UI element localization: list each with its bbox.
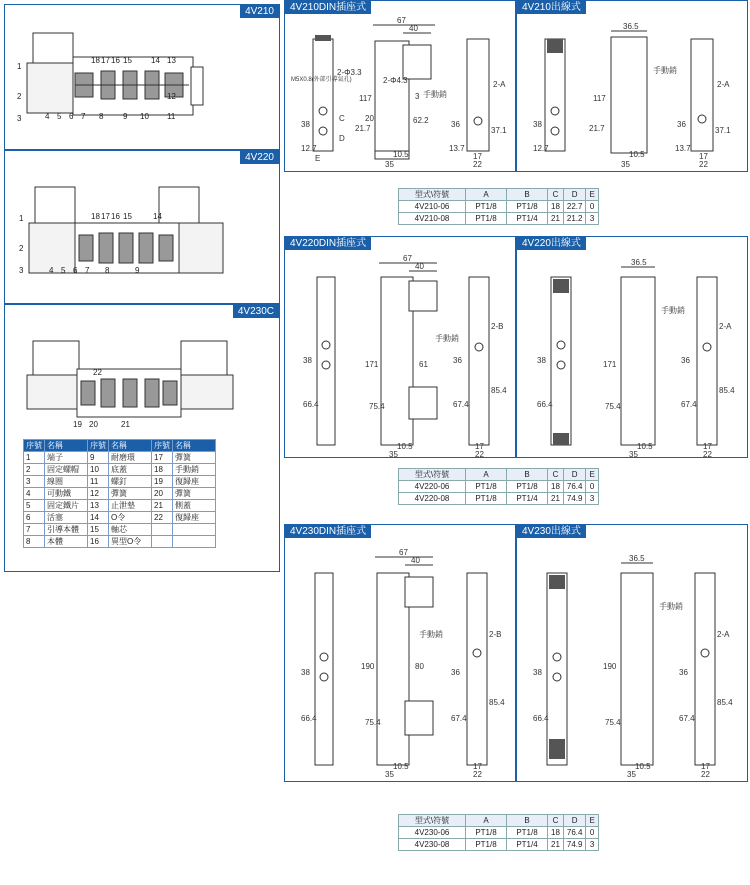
dimension-label: 22 <box>701 770 710 779</box>
dimension-label: E <box>315 154 321 163</box>
dimension-label: 17 <box>475 442 484 451</box>
dimension-label: 117 <box>593 94 606 103</box>
dimension-label: 38 <box>303 356 312 365</box>
dimension-label: 13.7 <box>675 144 691 153</box>
dimension-label: 80 <box>415 662 424 671</box>
header-cell: B <box>507 189 548 201</box>
cell: PT1/8 <box>466 481 507 493</box>
dimension-label: 37.1 <box>715 126 731 135</box>
dimension-label: 35 <box>389 450 398 459</box>
callout: 17 <box>101 212 110 221</box>
callout: 6 <box>73 266 78 275</box>
parts-table-header <box>24 440 216 452</box>
panel-4v220-section <box>4 150 280 304</box>
cell: 0 <box>586 481 598 493</box>
table-row <box>24 452 216 464</box>
callout: 4 <box>49 266 54 275</box>
cell: 18 <box>548 827 564 839</box>
callout: 16 <box>111 212 120 221</box>
callout: 14 <box>151 56 160 65</box>
cell: 18 <box>152 464 173 476</box>
dimension-label: 117 <box>359 94 372 103</box>
dimension-label: 35 <box>629 450 638 459</box>
cell: 0 <box>586 827 598 839</box>
cell: 76.4 <box>563 481 586 493</box>
cell: 5 <box>24 500 45 512</box>
header-cell: C <box>548 815 564 827</box>
dimension-label: 66.4 <box>301 714 317 723</box>
cell <box>152 524 173 536</box>
panel-title: 4V230DIN插座式 <box>285 525 371 538</box>
dimension-label: 35 <box>627 770 636 779</box>
manual-pin-label: 手動銷 <box>435 334 459 343</box>
cell: 異型O令 <box>109 536 152 548</box>
cell: 3 <box>586 839 598 851</box>
dimension-label: 10.5 <box>393 150 409 159</box>
cell: 76.4 <box>563 827 586 839</box>
dimension-label: 21.7 <box>355 124 371 133</box>
cell: 10 <box>88 464 109 476</box>
cell: 彈簧 <box>109 488 152 500</box>
table-row <box>24 524 216 536</box>
panel-title: 4V210 <box>240 5 279 18</box>
cell: 3 <box>586 493 598 505</box>
dimension-label: 35 <box>385 160 394 169</box>
callout: 20 <box>89 420 98 429</box>
dimension-label: 36 <box>681 356 690 365</box>
cell: 21 <box>548 213 564 225</box>
cell <box>173 524 216 536</box>
cell: 4 <box>24 488 45 500</box>
panel-4v210-section <box>4 4 280 150</box>
dimension-label: 2-A <box>717 80 730 89</box>
dimension-label: 10.5 <box>629 150 645 159</box>
dimension-label: 85.4 <box>491 386 507 395</box>
cell: 18 <box>548 201 564 213</box>
cell: PT1/8 <box>466 213 507 225</box>
callout: 7 <box>85 266 90 275</box>
cell: 17 <box>152 452 173 464</box>
cell: PT1/8 <box>507 827 548 839</box>
dimension-drawing <box>285 525 517 783</box>
cell: 20 <box>152 488 173 500</box>
dimension-label: 22 <box>475 450 484 459</box>
dimension-label: 22 <box>703 450 712 459</box>
cell: 12 <box>88 488 109 500</box>
dimension-label: 75.4 <box>605 402 621 411</box>
cell: 1 <box>24 452 45 464</box>
cell: 側蓋 <box>173 500 216 512</box>
panel-title: 4V230C <box>233 305 279 318</box>
header-cell: 型式\符號 <box>399 815 466 827</box>
dimension-label: 36.5 <box>629 554 645 563</box>
dimension-drawing <box>285 237 517 459</box>
manual-pin-label: 手動銷 <box>659 602 683 611</box>
cell: 74.9 <box>563 493 586 505</box>
dimension-label: 38 <box>301 120 310 129</box>
header-cell: E <box>586 189 598 201</box>
dimension-label: 38 <box>533 120 542 129</box>
spec-header <box>399 815 599 827</box>
cell: 3 <box>24 476 45 488</box>
dimension-label: 3 <box>415 92 420 101</box>
cell: PT1/4 <box>507 839 548 851</box>
dimension-label: 67.4 <box>679 714 695 723</box>
callout: 2 <box>17 92 22 101</box>
panel-title: 4V220DIN插座式 <box>285 237 371 250</box>
table-row <box>399 839 599 851</box>
dimension-drawing <box>517 1 749 173</box>
dimension-label: 21.7 <box>589 124 605 133</box>
callout: 8 <box>99 112 104 121</box>
header-cell: 名稱 <box>109 440 152 452</box>
dimension-label: 36.5 <box>623 22 639 31</box>
table-row <box>399 213 599 225</box>
dimension-label: 17 <box>701 762 710 771</box>
callout: 18 <box>91 56 100 65</box>
dimension-label: 36.5 <box>631 258 647 267</box>
callout: 2 <box>19 244 24 253</box>
header-cell: 序號 <box>152 440 173 452</box>
dimension-label: 38 <box>533 668 542 677</box>
cell <box>152 536 173 548</box>
callout: 11 <box>167 112 176 121</box>
dimension-drawing <box>517 525 749 783</box>
dimension-label: 2-A <box>719 322 732 331</box>
cell: 21 <box>152 500 173 512</box>
dimension-label: 10.5 <box>393 762 409 771</box>
dimension-label: D <box>339 134 345 143</box>
cell: 9 <box>88 452 109 464</box>
dimension-label: 36 <box>451 120 460 129</box>
table-row <box>24 536 216 548</box>
cell: PT1/8 <box>507 201 548 213</box>
parts-table <box>23 439 216 548</box>
dimension-label: 37.1 <box>491 126 507 135</box>
cell: 4V220-08 <box>399 493 466 505</box>
dimension-label: 10.5 <box>635 762 651 771</box>
dimension-label: 62.2 <box>413 116 429 125</box>
cell: 端子 <box>45 452 88 464</box>
dimension-label: 171 <box>365 360 379 369</box>
cell: PT1/8 <box>466 839 507 851</box>
panel-title: 4V220 <box>240 151 279 164</box>
dimension-label: 67.4 <box>681 400 697 409</box>
cell: 固定螺帽 <box>45 464 88 476</box>
cell: 22 <box>152 512 173 524</box>
callout: 14 <box>153 212 162 221</box>
dimension-label: 85.4 <box>489 698 505 707</box>
callout: 21 <box>121 420 130 429</box>
dimension-label: 2-A <box>717 630 730 639</box>
dimension-label: 20 <box>365 114 374 123</box>
dimension-label: 22 <box>473 770 482 779</box>
dimension-label: 36 <box>679 668 688 677</box>
section-drawing-4v230c <box>5 305 281 429</box>
callout: 1 <box>19 214 24 223</box>
dimension-label: 36 <box>451 668 460 677</box>
cell: PT1/4 <box>507 493 548 505</box>
callout: 15 <box>123 212 132 221</box>
cell: 0 <box>586 201 598 213</box>
cell: 21 <box>548 493 564 505</box>
cell: 18 <box>548 481 564 493</box>
dimension-label: 38 <box>301 668 310 677</box>
cell: PT1/8 <box>507 481 548 493</box>
dimension-label: 17 <box>473 152 482 161</box>
dimension-label: 17 <box>473 762 482 771</box>
dimension-label: 2-Φ4.3 <box>383 76 408 85</box>
panel-title: 4V230出線式 <box>517 525 586 538</box>
dimension-label: 36 <box>677 120 686 129</box>
callout: 8 <box>105 266 110 275</box>
header-cell: C <box>548 189 564 201</box>
callout: 19 <box>73 420 82 429</box>
cell: 19 <box>152 476 173 488</box>
callout: 9 <box>123 112 128 121</box>
dimension-label: 66.4 <box>537 400 553 409</box>
dimension-label: 67 <box>403 254 412 263</box>
dimension-label: 190 <box>361 662 375 671</box>
panel-4v210-wired <box>516 0 748 172</box>
cell: 4V230-06 <box>399 827 466 839</box>
header-cell: 型式\符號 <box>399 189 466 201</box>
table-row <box>399 201 599 213</box>
manual-pin-label: 手動銷 <box>661 306 685 315</box>
spec-table-4v210 <box>398 188 599 225</box>
dimension-label: 10.5 <box>397 442 413 451</box>
dimension-label: 67 <box>397 16 406 25</box>
dimension-label: 85.4 <box>719 386 735 395</box>
cell: PT1/8 <box>466 201 507 213</box>
cell: 2 <box>24 464 45 476</box>
cell: 耐磨環 <box>109 452 152 464</box>
callout: 1 <box>17 62 22 71</box>
header-cell: B <box>507 815 548 827</box>
manual-pin-label: 手動銷 <box>423 90 447 99</box>
cell: 4V220-06 <box>399 481 466 493</box>
cell: O令 <box>109 512 152 524</box>
dimension-label: 17 <box>703 442 712 451</box>
section-drawing-4v210 <box>5 5 281 151</box>
dimension-label: 13.7 <box>449 144 465 153</box>
dimension-label: 40 <box>411 556 420 565</box>
cell <box>173 536 216 548</box>
cell: 固定鐵片 <box>45 500 88 512</box>
cell: 11 <box>88 476 109 488</box>
panel-title: 4V220出線式 <box>517 237 586 250</box>
header-cell: E <box>586 815 598 827</box>
cell: PT1/4 <box>507 213 548 225</box>
table-row <box>24 512 216 524</box>
dimension-drawing <box>285 1 517 173</box>
header-cell: A <box>466 815 507 827</box>
cell: 螺釘 <box>109 476 152 488</box>
cell: 8 <box>24 536 45 548</box>
table-row <box>399 481 599 493</box>
header-cell: 名稱 <box>45 440 88 452</box>
panel-4v230-wired <box>516 524 748 782</box>
header-cell: A <box>466 189 507 201</box>
header-cell: C <box>548 469 564 481</box>
panel-4v210-din <box>284 0 516 172</box>
dimension-label: 85.4 <box>717 698 733 707</box>
cell: 21 <box>548 839 564 851</box>
header-cell: 序號 <box>88 440 109 452</box>
header-cell: A <box>466 469 507 481</box>
cell: PT1/8 <box>466 493 507 505</box>
callout: 13 <box>167 56 176 65</box>
header-cell: D <box>563 815 586 827</box>
header-cell: 序號 <box>24 440 45 452</box>
dimension-label: 36 <box>453 356 462 365</box>
cell: 13 <box>88 500 109 512</box>
callout: 6 <box>69 112 74 121</box>
cell: 7 <box>24 524 45 536</box>
dimension-label: 2-Φ3.3 <box>337 68 362 77</box>
table-row <box>24 464 216 476</box>
cell: 本體 <box>45 536 88 548</box>
dimension-label: 35 <box>385 770 394 779</box>
cell: PT1/8 <box>466 827 507 839</box>
dimension-label: 67 <box>399 548 408 557</box>
cell: 22.7 <box>563 201 586 213</box>
cell: 可動鐵 <box>45 488 88 500</box>
dimension-label: 2-B <box>489 630 502 639</box>
callout: 22 <box>93 368 102 377</box>
table-row <box>24 488 216 500</box>
cell: 3 <box>586 213 598 225</box>
manual-pin-label: 手動銷 <box>419 630 443 639</box>
table-row <box>24 500 216 512</box>
cell: 6 <box>24 512 45 524</box>
dimension-drawing <box>517 237 749 459</box>
dimension-label: C <box>339 114 345 123</box>
callout: 17 <box>101 56 110 65</box>
dimension-label: 67.4 <box>453 400 469 409</box>
cell: 4V210-06 <box>399 201 466 213</box>
dimension-label: 22 <box>473 160 482 169</box>
dimension-label: 40 <box>409 24 418 33</box>
cell: 活塞 <box>45 512 88 524</box>
dimension-label: 75.4 <box>365 718 381 727</box>
dimension-label: 12.7 <box>301 144 317 153</box>
dimension-label: 35 <box>621 160 630 169</box>
table-row <box>399 493 599 505</box>
callout: 3 <box>19 266 24 275</box>
callout: 10 <box>140 112 149 121</box>
dimension-label: 66.4 <box>303 400 319 409</box>
dimension-label: 61 <box>419 360 428 369</box>
cell: 74.9 <box>563 839 586 851</box>
cell: 線圈 <box>45 476 88 488</box>
cell: 引導本體 <box>45 524 88 536</box>
cell: 21.2 <box>563 213 586 225</box>
dimension-label: 171 <box>603 360 617 369</box>
cell: 彈簧 <box>173 452 216 464</box>
panel-4v220-wired <box>516 236 748 458</box>
cell: 手動銷 <box>173 464 216 476</box>
section-drawing-4v220 <box>5 151 281 305</box>
panel-4v230-din <box>284 524 516 782</box>
cell: 軸芯 <box>109 524 152 536</box>
spec-table-4v230 <box>398 814 599 851</box>
cell: 復歸座 <box>173 512 216 524</box>
header-cell: D <box>563 189 586 201</box>
dimension-label: 75.4 <box>605 718 621 727</box>
callout: 4 <box>45 112 50 121</box>
callout: 5 <box>57 112 62 121</box>
manual-pin-label: 手動銷 <box>653 66 677 75</box>
spec-header <box>399 189 599 201</box>
panel-4v220-din <box>284 236 516 458</box>
port-label: M5X0.8(外部引導氣孔) <box>291 77 352 83</box>
callout: 16 <box>111 56 120 65</box>
spec-table-4v220 <box>398 468 599 505</box>
callout: 9 <box>135 266 140 275</box>
dimension-label: 10.5 <box>637 442 653 451</box>
callout: 12 <box>167 92 176 101</box>
callout: 5 <box>61 266 66 275</box>
dimension-label: 190 <box>603 662 617 671</box>
header-cell: D <box>563 469 586 481</box>
cell: 復歸座 <box>173 476 216 488</box>
dimension-label: 75.4 <box>369 402 385 411</box>
panel-title: 4V210出線式 <box>517 1 586 14</box>
cell: 16 <box>88 536 109 548</box>
dimension-label: 66.4 <box>533 714 549 723</box>
cell: 底蓋 <box>109 464 152 476</box>
dimension-label: 38 <box>537 356 546 365</box>
panel-title: 4V210DIN插座式 <box>285 1 371 14</box>
cell: 4V230-08 <box>399 839 466 851</box>
cell: 彈簧 <box>173 488 216 500</box>
cell: 14 <box>88 512 109 524</box>
dimension-label: 17 <box>699 152 708 161</box>
header-cell: B <box>507 469 548 481</box>
dimension-label: 12.7 <box>533 144 549 153</box>
dimension-label: 2-B <box>491 322 504 331</box>
spec-header <box>399 469 599 481</box>
dimension-label: 22 <box>699 160 708 169</box>
dimension-label: 40 <box>415 262 424 271</box>
dimension-label: 2-A <box>493 80 506 89</box>
callout: 18 <box>91 212 100 221</box>
cell: 4V210-08 <box>399 213 466 225</box>
cell: 止泄墊 <box>109 500 152 512</box>
table-row <box>24 476 216 488</box>
callout: 7 <box>81 112 86 121</box>
dimension-label: 67.4 <box>451 714 467 723</box>
panel-4v230c-section <box>4 304 280 572</box>
callout: 15 <box>123 56 132 65</box>
cell: 15 <box>88 524 109 536</box>
table-row <box>399 827 599 839</box>
header-cell: 名稱 <box>173 440 216 452</box>
callout: 3 <box>17 114 22 123</box>
header-cell: E <box>586 469 598 481</box>
header-cell: 型式\符號 <box>399 469 466 481</box>
